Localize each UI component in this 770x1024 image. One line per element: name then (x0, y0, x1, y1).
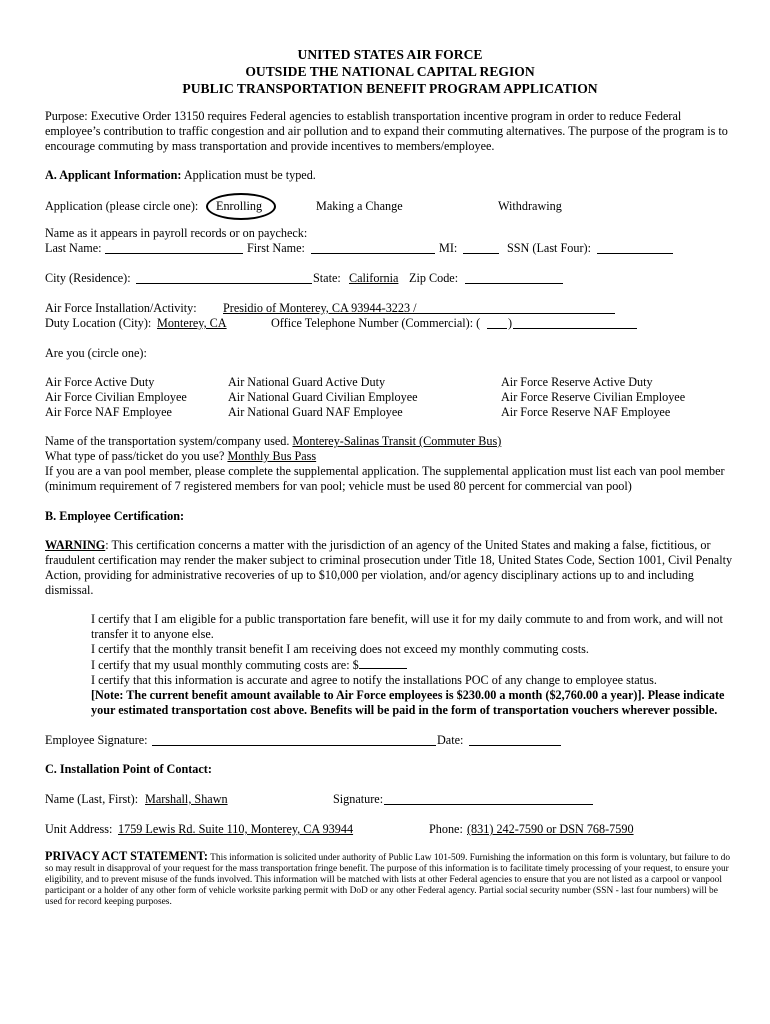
section-b-heading: B. Employee Certification: (45, 509, 185, 523)
option-enrolling[interactable] (215, 193, 276, 220)
employee-signature-field[interactable] (152, 734, 436, 746)
pass-line (45, 449, 735, 464)
office-phone-label: Office Telephone Number (Commercial): ( (271, 316, 481, 330)
status-column-reserve (501, 375, 685, 420)
poc-signature-label: Signature: (333, 792, 384, 806)
first-name-label: First Name: (247, 241, 305, 255)
title-line-1: UNITED STATES AIR FORCE (297, 47, 483, 62)
warning-paragraph (45, 538, 735, 598)
transport-line (45, 434, 735, 449)
status-afr-naf[interactable]: Air Force Reserve NAF Employee (501, 405, 671, 419)
transport-value[interactable]: Monterey-Salinas Transit (Commuter Bus) (292, 434, 502, 448)
vanpool-note: If you are a van pool member, please complete the supplemental application. The supplemental application must list each van pool member (minimum requirement of 7 registered members for van pool; vehicle must be used 80 percent for commercial van pool) (45, 464, 725, 493)
last-name-field[interactable] (105, 242, 243, 254)
duty-label: Duty Location (City): (45, 316, 152, 330)
city-field[interactable] (136, 272, 312, 284)
status-af-civilian[interactable]: Air Force Civilian Employee (45, 390, 187, 404)
employee-signature-row (45, 733, 735, 748)
name-row (45, 241, 735, 256)
state-label: State: (313, 271, 341, 285)
option-making-a-change[interactable]: Making a Change (316, 199, 403, 213)
transport-label: Name of the transportation system/company used. (45, 434, 290, 448)
title-line-3: PUBLIC TRANSPORTATION BENEFIT PROGRAM APPLICATION (182, 81, 598, 96)
privacy-text: This information is solicited under authority of Public Law 101-509. Furnishing the information on this form is voluntary, but failure to do so may result in disapproval of your request for the mass transportation fringe benefit. The purpose of this information is to facilitate timely processing of your request, to ensure your eligibility, and to prevent misuse of the funds involved. This information will be matched with lists at other Federal agencies to ensure that you are not listed as a carpool or vanpool participant or a holder of any other form of vehicle worksite parking permit with DoD or any other Federal agency. Partial social security number (SSN - last four numbers) will be used for record keeping purposes. (45, 853, 731, 907)
certifications (91, 612, 735, 718)
status-afr-civilian[interactable]: Air Force Reserve Civilian Employee (501, 390, 686, 404)
option-withdrawing[interactable]: Withdrawing (498, 199, 562, 213)
installation-row (45, 301, 735, 316)
zip-label: Zip Code: (409, 271, 459, 285)
pass-label: What type of pass/ticket do you use? (45, 449, 225, 463)
poc-name-label: Name (Last, First): (45, 792, 139, 806)
city-row (45, 271, 735, 286)
status-column-national-guard (228, 375, 418, 420)
section-a-title: A. Applicant Information: (45, 168, 182, 182)
privacy-statement (45, 851, 735, 908)
date-field[interactable] (469, 734, 561, 746)
section-a-note: Application must be typed. (183, 168, 316, 182)
office-phone-area-field[interactable] (487, 317, 507, 329)
certification-2: I certify that the monthly transit benefit I am receiving does not exceed my monthly commuting costs. (91, 642, 589, 656)
privacy-heading: PRIVACY ACT STATEMENT: (45, 849, 208, 863)
status-column-air-force (45, 375, 187, 420)
option-enrolling-label: Enrolling (216, 199, 263, 213)
ssn-label: SSN (Last Four): (507, 241, 591, 255)
office-phone-close: ) (508, 316, 513, 330)
benefit-note: [Note: The current benefit amount available to Air Force employees is $230.00 a month ($2,760.00 a year)]. Please indicate your estimated transportation cost above. Benefits will be paid in the form of transportation vouchers wherever possible. (91, 688, 725, 717)
status-ang-naf[interactable]: Air National Guard NAF Employee (228, 405, 403, 419)
poc-signature-field[interactable] (384, 793, 593, 805)
installation-value[interactable]: Presidio of Monterey, CA 93944-3223 / (223, 301, 417, 315)
city-label: City (Residence): (45, 271, 131, 285)
duty-row (45, 316, 735, 331)
mi-field[interactable] (463, 242, 499, 254)
warning-label: WARNING (45, 538, 106, 552)
form-title (45, 46, 735, 97)
poc-name-row (45, 792, 735, 807)
mi-label: MI: (439, 241, 458, 255)
pass-value[interactable]: Monthly Bus Pass (227, 449, 317, 463)
employee-signature-label: Employee Signature: (45, 733, 148, 747)
purpose-paragraph: Purpose: Executive Order 13150 requires Federal agencies to establish transportation incentive program in order to reduce Federal employee’s contribution to traffic congestion and air pollution and to expand their commuting alternatives. The purpose of the program is to encourage commuting by mass transportation and provide incentives to members/employee. (45, 109, 728, 153)
status-afr-active-duty[interactable]: Air Force Reserve Active Duty (501, 375, 653, 389)
poc-phone-value[interactable]: (831) 242-7590 or DSN 768-7590 (467, 822, 634, 836)
poc-phone-label: Phone: (429, 822, 463, 836)
installation-field[interactable] (410, 302, 615, 314)
status-ang-civilian[interactable]: Air National Guard Civilian Employee (228, 390, 418, 404)
unit-address-label: Unit Address: (45, 822, 113, 836)
status-af-naf[interactable]: Air Force NAF Employee (45, 405, 172, 419)
are-you-label: Are you (circle one): (45, 346, 147, 360)
certification-3 (91, 657, 735, 673)
application-form (45, 46, 735, 908)
name-intro: Name as it appears in payroll records or on paycheck: (45, 226, 308, 240)
certification-4: I certify that this information is accurate and agree to notify the installations POC of any change to employee status. (91, 673, 657, 687)
first-name-field[interactable] (311, 242, 435, 254)
status-options (45, 375, 735, 420)
date-label: Date: (437, 733, 464, 747)
application-type-label: Application (please circle one): (45, 199, 199, 213)
certification-3-text: I certify that my usual monthly commuting costs are: $ (91, 658, 359, 672)
office-phone-field[interactable] (513, 317, 637, 329)
poc-name-value[interactable]: Marshall, Shawn (145, 792, 228, 806)
section-c-heading: C. Installation Point of Contact: (45, 762, 212, 776)
status-af-active-duty[interactable]: Air Force Active Duty (45, 375, 155, 389)
status-ang-active-duty[interactable]: Air National Guard Active Duty (228, 375, 386, 389)
zip-field[interactable] (465, 272, 563, 284)
poc-address-row (45, 822, 735, 837)
application-type-row (45, 198, 735, 215)
duty-value[interactable]: Monterey, CA (157, 316, 227, 330)
section-a-heading (45, 168, 735, 183)
last-name-label: Last Name: (45, 241, 102, 255)
title-line-2: OUTSIDE THE NATIONAL CAPITAL REGION (245, 64, 535, 79)
state-value[interactable]: California (349, 271, 399, 285)
installation-label: Air Force Installation/Activity: (45, 301, 197, 315)
certification-1: I certify that I am eligible for a public transportation fare benefit, will use it for my daily commute to and from work, and will not transfer it to anyone else. (91, 612, 723, 641)
monthly-cost-field[interactable] (359, 657, 407, 669)
ssn-field[interactable] (597, 242, 673, 254)
unit-address-value[interactable]: 1759 Lewis Rd. Suite 110, Monterey, CA 93944 (118, 822, 354, 836)
warning-text: : This certification concerns a matter with the jurisdiction of an agency of the United States and making a false, fictitious, or fraudulent certification may render the maker subject to criminal prosecution under Title 18, United States Code, Section 1001, Civil Penalty Action, providing for administrative recoveries of up to $10,000 per violation, and/or agency disciplinary actions up to and including dismissal. (45, 538, 733, 597)
